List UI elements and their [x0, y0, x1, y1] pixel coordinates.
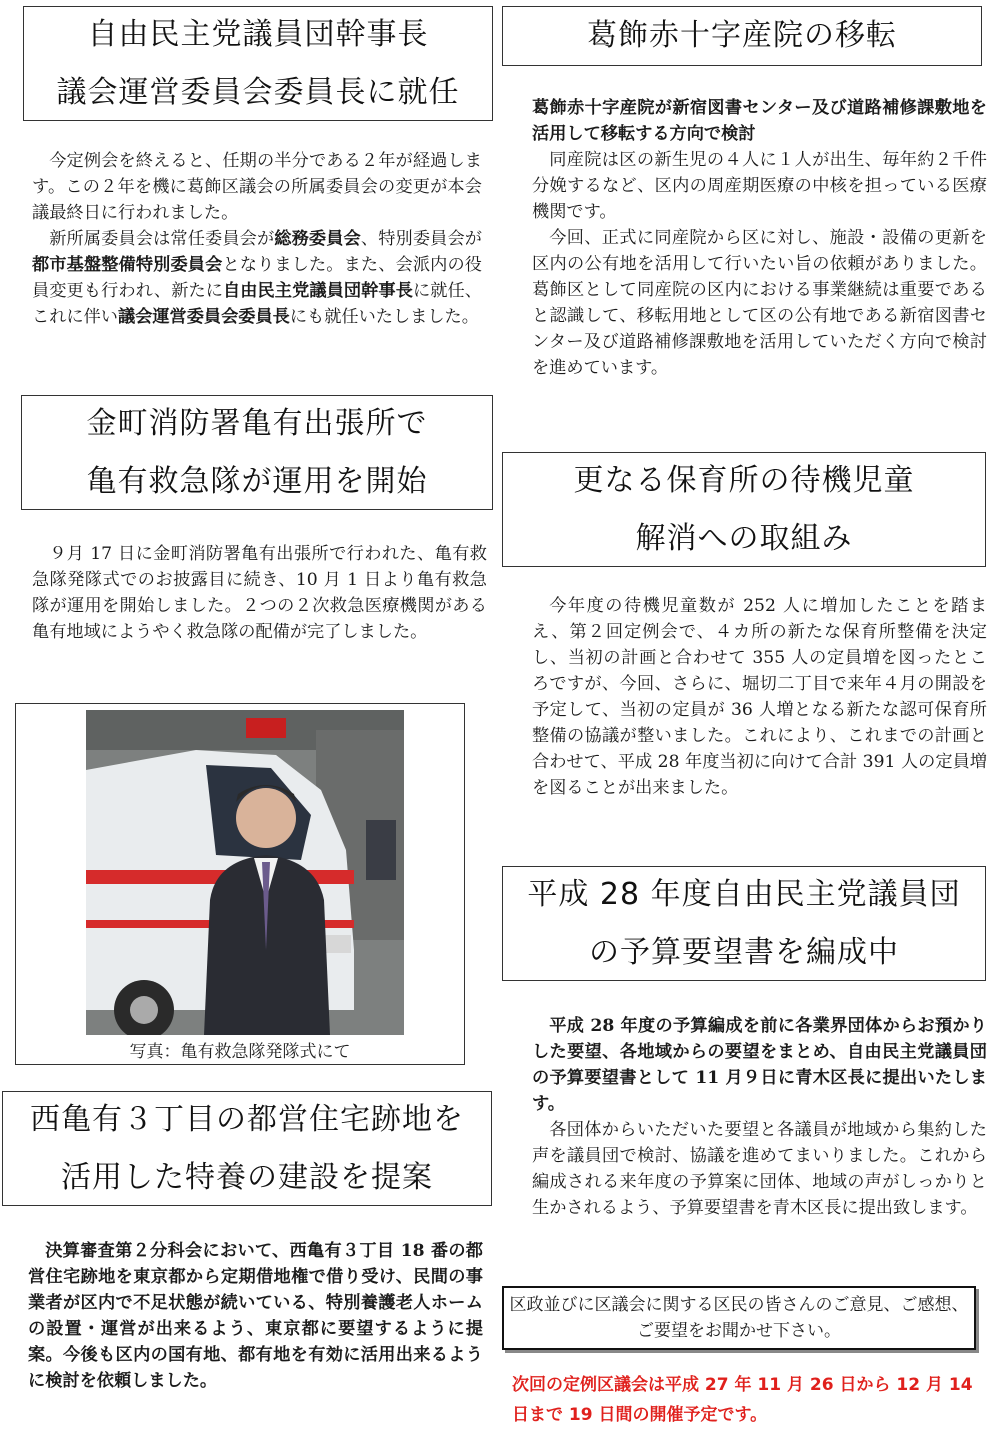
paragraph: 新所属委員会は常任委員会が総務委員会、特別委員会が都市基盤整備特別委員会となりました。また、会派内の役員変更も行われ、新たに自由民主党議員団幹事長に就任、これに伴い議会運営委員会委員長にも就任いたしました。: [32, 229, 482, 327]
headline-red-cross: [502, 6, 982, 66]
paragraph: 各団体からいただいた要望と各議員が地域から集約した声を議員団で検討、協議を進めてまいりました。これから編成される来年度の予算案に団体、地域の声がしっかりと生かされるよう、予算要望書を青木区長に提出致します。: [532, 1120, 987, 1218]
paragraph: 今定例会を終えると、任期の半分である２年が経過します。この２年を機に葛飾区議会の所属委員会の変更が本会議最終日に行われました。: [32, 151, 482, 223]
headline-line: 議会運営委員会委員長に就任: [56, 74, 460, 110]
headline-ambulance: [21, 395, 493, 510]
headline-line: 活用した特養の建設を提案: [61, 1159, 433, 1195]
headline-line: 解消への取組み: [635, 520, 853, 556]
paragraph: 同産院は区の新生児の４人に１人が出生、毎年約２千件分娩するなど、区内の周産期医療の中核を担っている医療機関です。: [532, 150, 987, 222]
article-body: [32, 148, 482, 330]
paragraph: 今回、正式に同産院から区に対し、施設・設備の更新を区内の公有地を活用して行いたい旨の依頼がありました。葛飾区として同産院の区内における事業継続は重要であると認識して、移転用地として区の公有地である新宿図書センター及び道路補修課敷地を活用していただく方向で検討を進めています。: [532, 228, 987, 378]
lead-paragraph: 平成 28 年度の予算編成を前に各業界団体からお預かりした要望、各地域からの要望をまとめ、自由民主党議員団の予算要望書として 11 月９日に青木区長に提出いたします。: [532, 1016, 987, 1114]
headline-line: 亀有救急隊が運用を開始: [86, 463, 428, 499]
contact-box: 区政並びに区議会に関する区民の皆さんのご意見、ご感想、ご要望をお聞かせ下さい。: [502, 1286, 976, 1350]
paragraph: 今年度の待機児童数が 252 人に増加したことを踏まえ、第２回定例会で、４カ所の新たな保育所整備を決定し、当初の計画と合わせて 355 人の定員増を図ったところですが、今回、さらに、堀切二丁目で来年４月の開設を予定して、当初の定員が 36 人増となる新たな認可保育所整備の協議が整いました。これにより、これまでの計画と合わせて、平成 28 年度当初に向けて合計 391 人の定員増を図ることが出来ました。: [532, 596, 987, 798]
lead-paragraph: 葛飾赤十字産院が新宿図書センター及び道路補修課敷地を活用して移転する方向で検討: [532, 98, 987, 144]
paragraph: 決算審査第２分科会において、西亀有３丁目 18 番の都営住宅跡地を東京都から定期借地権で借り受け、民間の事業者が区内で不足状態が続いている、特別養護老人ホームの設置・運営が出来るよう、東京都に要望するように提案。今後も区内の国有地、都有地を有効に活用出来るように検討を依頼しました。: [28, 1241, 483, 1391]
article-body: [532, 95, 987, 381]
paragraph: ９月 17 日に金町消防署亀有出張所で行われた、亀有救急隊発隊式でのお披露目に続き、10 月 1 日より亀有救急隊が運用を開始しました。２つの２次救急医療機関がある亀有地域にようやく救急隊の配備が完了しました。: [32, 544, 487, 642]
ambulance-photo: [86, 710, 404, 1035]
headline-line: 自由民主党議員団幹事長: [87, 16, 429, 52]
headline-budget: [502, 866, 986, 981]
headline-line: 金町消防署亀有出張所で: [86, 405, 428, 441]
headline-line: 葛飾赤十字産院の移転: [587, 18, 897, 53]
photo-frame: [15, 703, 465, 1065]
headline-line: 更なる保育所の待機児童: [573, 462, 915, 498]
headline-secretary-general: [23, 6, 493, 121]
article-body: [532, 1013, 987, 1221]
headline-nursing-home: [2, 1091, 492, 1206]
article-body: [28, 1238, 483, 1394]
headline-line: の予算要望書を編成中: [589, 934, 899, 970]
article-body: [32, 541, 487, 645]
headline-line: 西亀有３丁目の都営住宅跡地を: [30, 1101, 464, 1137]
next-session-notice: 次回の定例区議会は平成 27 年 11 月 26 日から 12 月 14 日まで 19 日間の開催予定です。: [512, 1375, 973, 1425]
photo-caption: 写真：亀有救急隊発隊式にて: [129, 1042, 351, 1062]
article-body: [532, 593, 987, 801]
ambulance-photo-illustration: [86, 710, 404, 1035]
headline-nursery: [502, 452, 986, 567]
headline-line: 平成 28 年度自由民主党議員団: [527, 876, 961, 912]
